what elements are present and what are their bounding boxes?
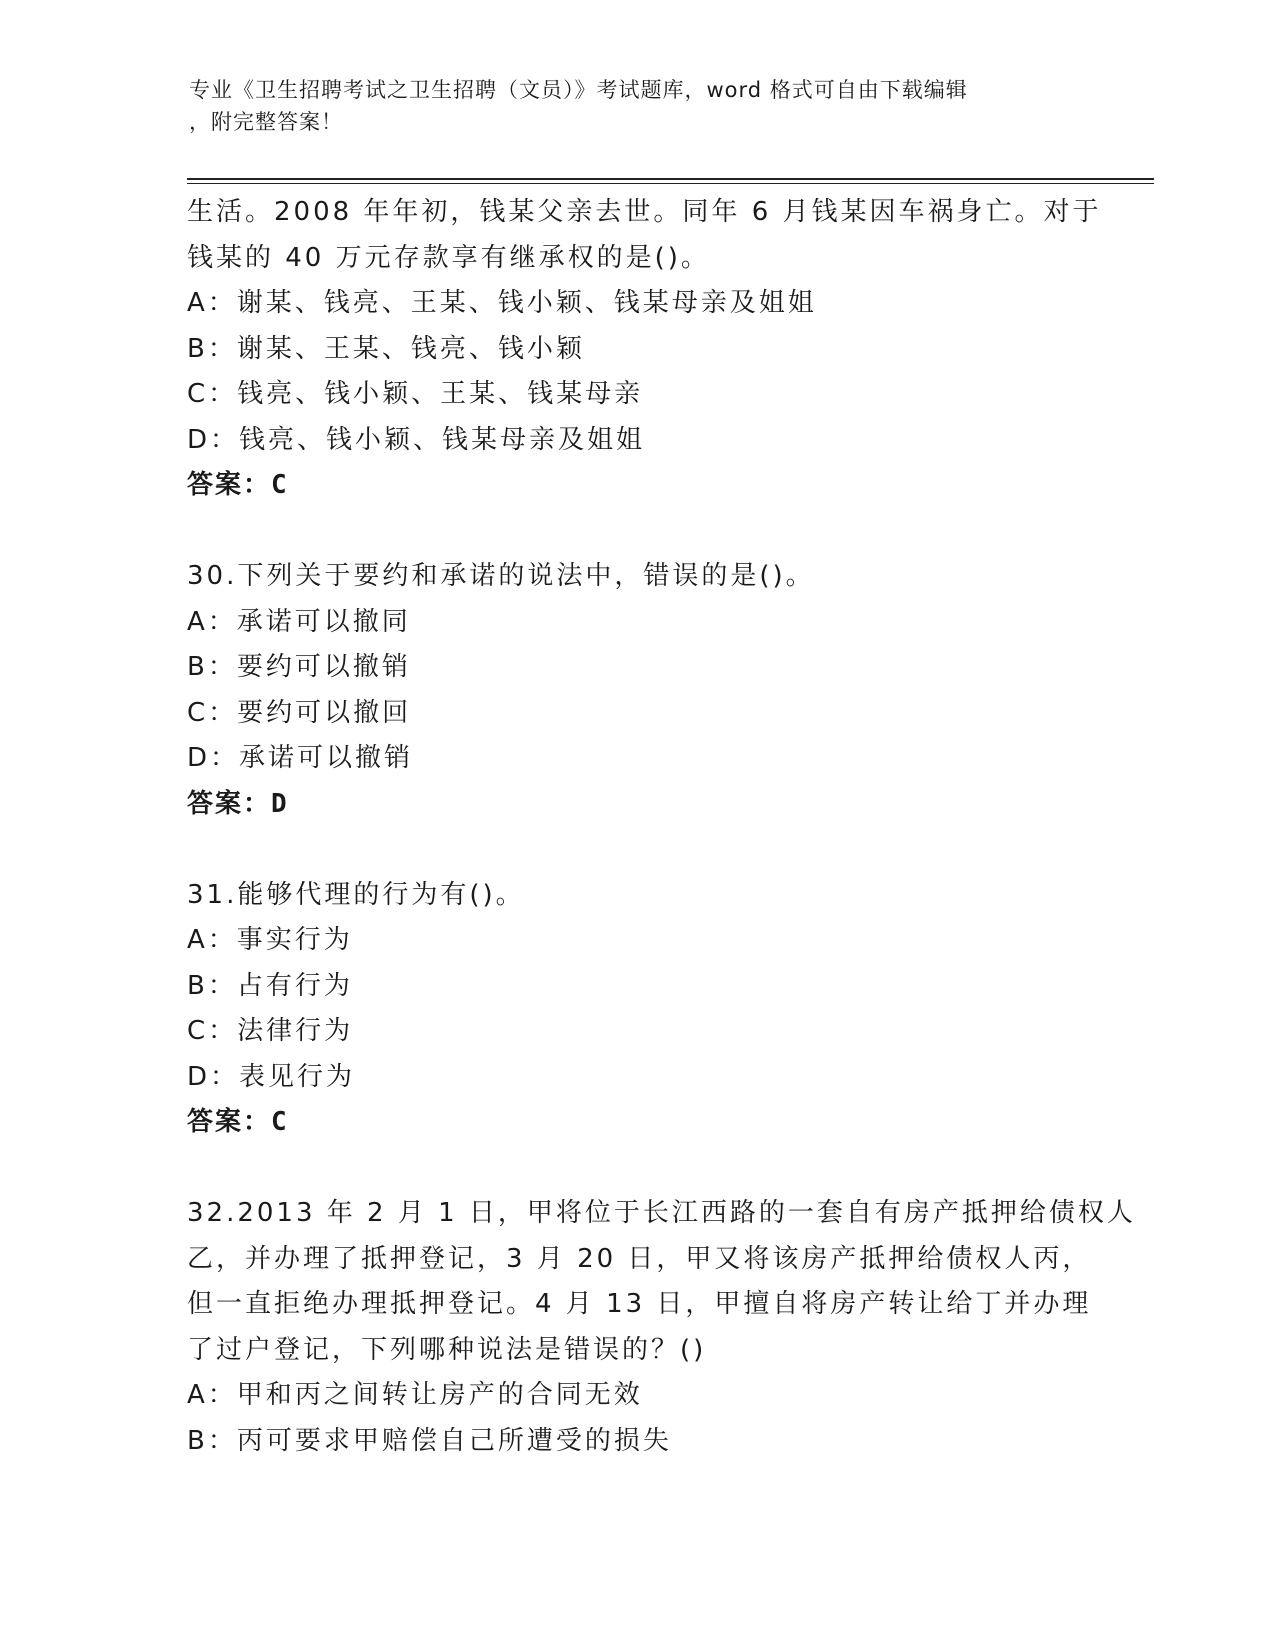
option-a: A：事实行为 [187,925,353,955]
answer-line [187,782,1087,828]
question-stem-line: 生活。2008 年年初，钱某父亲去世。同年 6 月钱某因车祸身亡。对于 [187,197,1102,227]
answer-label: 答案： [187,470,272,500]
option-d: D：钱亮、钱小颖、钱某母亲及姐姐 [187,424,646,455]
answer-value: C [271,470,289,500]
option-a: A：甲和丙之间转让房产的合同无效 [187,1380,643,1410]
question-stem-line: 31.能够代理的行为有()。 [187,879,525,910]
question-block [187,554,1087,827]
question-stem-line: 30.下列关于要约和承诺的说法中，错误的是()。 [187,561,815,591]
answer-line [187,1100,1087,1146]
option-b: B：占有行为 [187,970,353,1001]
question-block [187,873,1087,1146]
option-c: C：要约可以撤回 [187,697,412,728]
option-a: A：承诺可以撤同 [187,606,411,637]
answer-line [187,463,1087,509]
question-stem-line: 32.2013 年 2 月 1 日，甲将位于长江西路的一套自有房产抵押给债权人 [187,1198,1136,1228]
option-b: B：要约可以撤销 [187,652,411,682]
option-d: D：表见行为 [187,1061,356,1092]
question-block [187,190,1102,509]
answer-value: D [271,788,289,819]
question-block [187,1191,1136,1464]
question-list [187,190,1136,1464]
option-a: A：谢某、钱亮、王某、钱小颖、钱某母亲及姐姐 [187,288,817,318]
option-b: B：丙可要求甲赔偿自己所遭受的损失 [187,1425,672,1456]
question-stem-line: 但一直拒绝办理抵押登记。4 月 13 日，甲擅自将房产转让给丁并办理 [187,1289,1092,1319]
answer-label: 答案： [187,1107,272,1137]
question-stem-line: 乙，并办理了抵押登记，3 月 20 日，甲又将该房产抵押给债权人丙， [187,1243,1092,1274]
header-title-line-2: ，附完整答案！ [189,110,343,134]
answer-value: C [271,1107,289,1137]
answer-label: 答案： [187,788,272,819]
question-stem-line: 钱某的 40 万元存款享有继承权的是()。 [187,242,710,273]
header-title-line-1: 专业《卫生招聘考试之卫生招聘（文员）》考试题库，word 格式可自由下载编辑 [189,78,968,102]
option-c: C：钱亮、钱小颖、王某、钱某母亲 [187,379,644,409]
header-divider [187,178,1154,184]
option-c: C：法律行为 [187,1016,354,1046]
question-stem-line: 了过户登记，下列哪种说法是错误的？() [187,1334,707,1365]
document-header [189,74,1089,138]
option-d: D：承诺可以撤销 [187,743,414,773]
option-b: B：谢某、王某、钱亮、钱小颖 [187,333,585,364]
